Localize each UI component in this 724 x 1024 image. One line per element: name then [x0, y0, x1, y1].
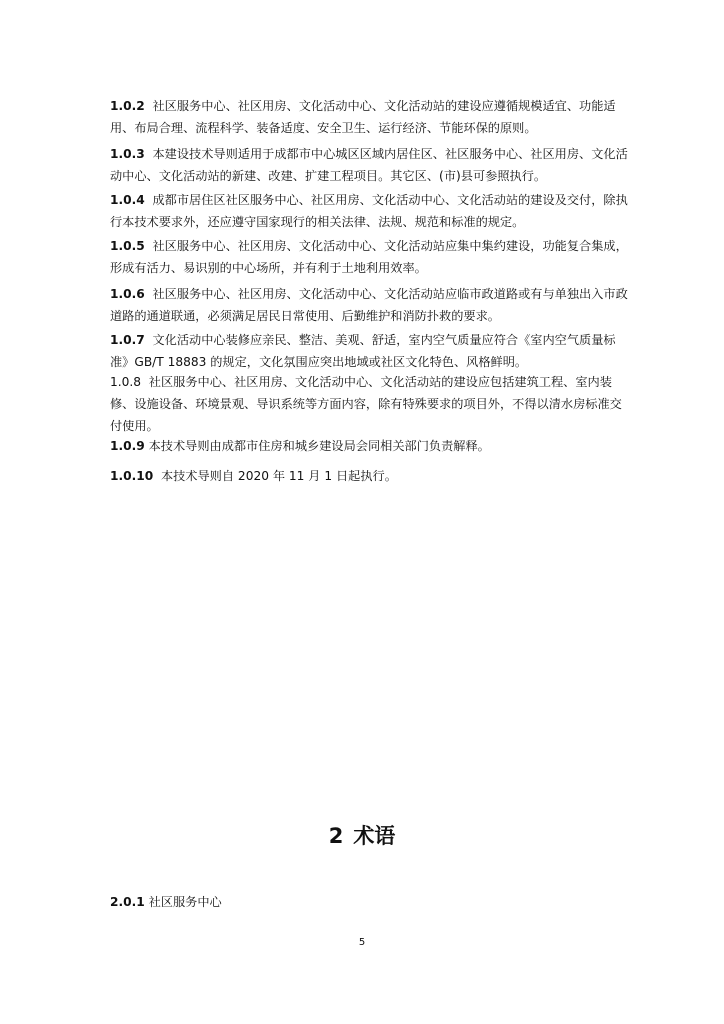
clause-1-0-7 [110, 329, 630, 373]
clause-1-0-5 [110, 235, 630, 279]
clause-text: 社区服务中心、社区用房、文化活动中心、文化活动站应集中集约建设，功能复合集成，形成有活力、易识别的中心场所，并有利于土地利用效率。 [110, 239, 628, 275]
chapter-heading [0, 820, 724, 852]
chapter-number: 2 [328, 824, 344, 848]
clause-2-0-1 [110, 891, 630, 913]
clause-number: 1.0.3 [110, 147, 145, 161]
clause-text: 本技术导则自 2020 年 11 月 1 日起执行。 [160, 469, 397, 483]
chapter-title: 术语 [353, 824, 396, 848]
clause-number: 1.0.6 [110, 287, 145, 301]
clause-text: 社区服务中心、社区用房、文化活动中心、文化活动站应临市政道路或有与单独出入市政道路的通道联通，必须满足居民日常使用、后勤维护和消防扑救的要求。 [110, 287, 628, 323]
clause-text: 社区服务中心 [148, 895, 222, 909]
clause-number: 1.0.10 [110, 469, 154, 483]
clause-text: 成都市居住区社区服务中心、社区用房、文化活动中心、文化活动站的建设及交付，除执行本技术要求外，还应遵守国家现行的相关法律、法规、规范和标准的规定。 [110, 193, 628, 229]
clause-text: 本技术导则由成都市住房和城乡建设局会同相关部门负责解释。 [148, 439, 490, 453]
clause-1-0-2 [110, 95, 630, 139]
clause-text: 文化活动中心装修应亲民、整洁、美观、舒适，室内空气质量应符合《室内空气质量标准》GB/T 18883 的规定，文化氛围应突出地域或社区文化特色、风格鲜明。 [110, 333, 616, 369]
clause-1-0-10 [110, 465, 630, 487]
clause-text: 社区服务中心、社区用房、文化活动中心、文化活动站的建设应包括建筑工程、室内装修、设施设备、环境景观、导识系统等方面内容，除有特殊要求的项目外，不得以清水房标准交付使用。 [110, 375, 622, 433]
clause-1-0-3 [110, 143, 630, 187]
clause-number: 1.0.8 [110, 375, 142, 389]
clause-1-0-6 [110, 283, 630, 327]
clause-1-0-4 [110, 189, 630, 233]
clause-number: 1.0.2 [110, 99, 145, 113]
clause-1-0-8 [110, 371, 630, 437]
clause-text: 本建设技术导则适用于成都市中心城区区域内居住区、社区服务中心、社区用房、文化活动中心、文化活动站的新建、改建、扩建工程项目。其它区、(市)县可参照执行。 [110, 147, 628, 183]
clause-number: 1.0.7 [110, 333, 145, 347]
clause-text: 社区服务中心、社区用房、文化活动中心、文化活动站的建设应遵循规模适宜、功能适用、布局合理、流程科学、装备适度、安全卫生、运行经济、节能环保的原则。 [110, 99, 616, 135]
clause-number: 1.0.4 [110, 193, 145, 207]
clause-number: 1.0.9 [110, 439, 145, 453]
clause-1-0-9 [110, 435, 630, 457]
clause-number: 2.0.1 [110, 895, 145, 909]
page-number: 5 [358, 937, 366, 948]
clause-number: 1.0.5 [110, 239, 145, 253]
